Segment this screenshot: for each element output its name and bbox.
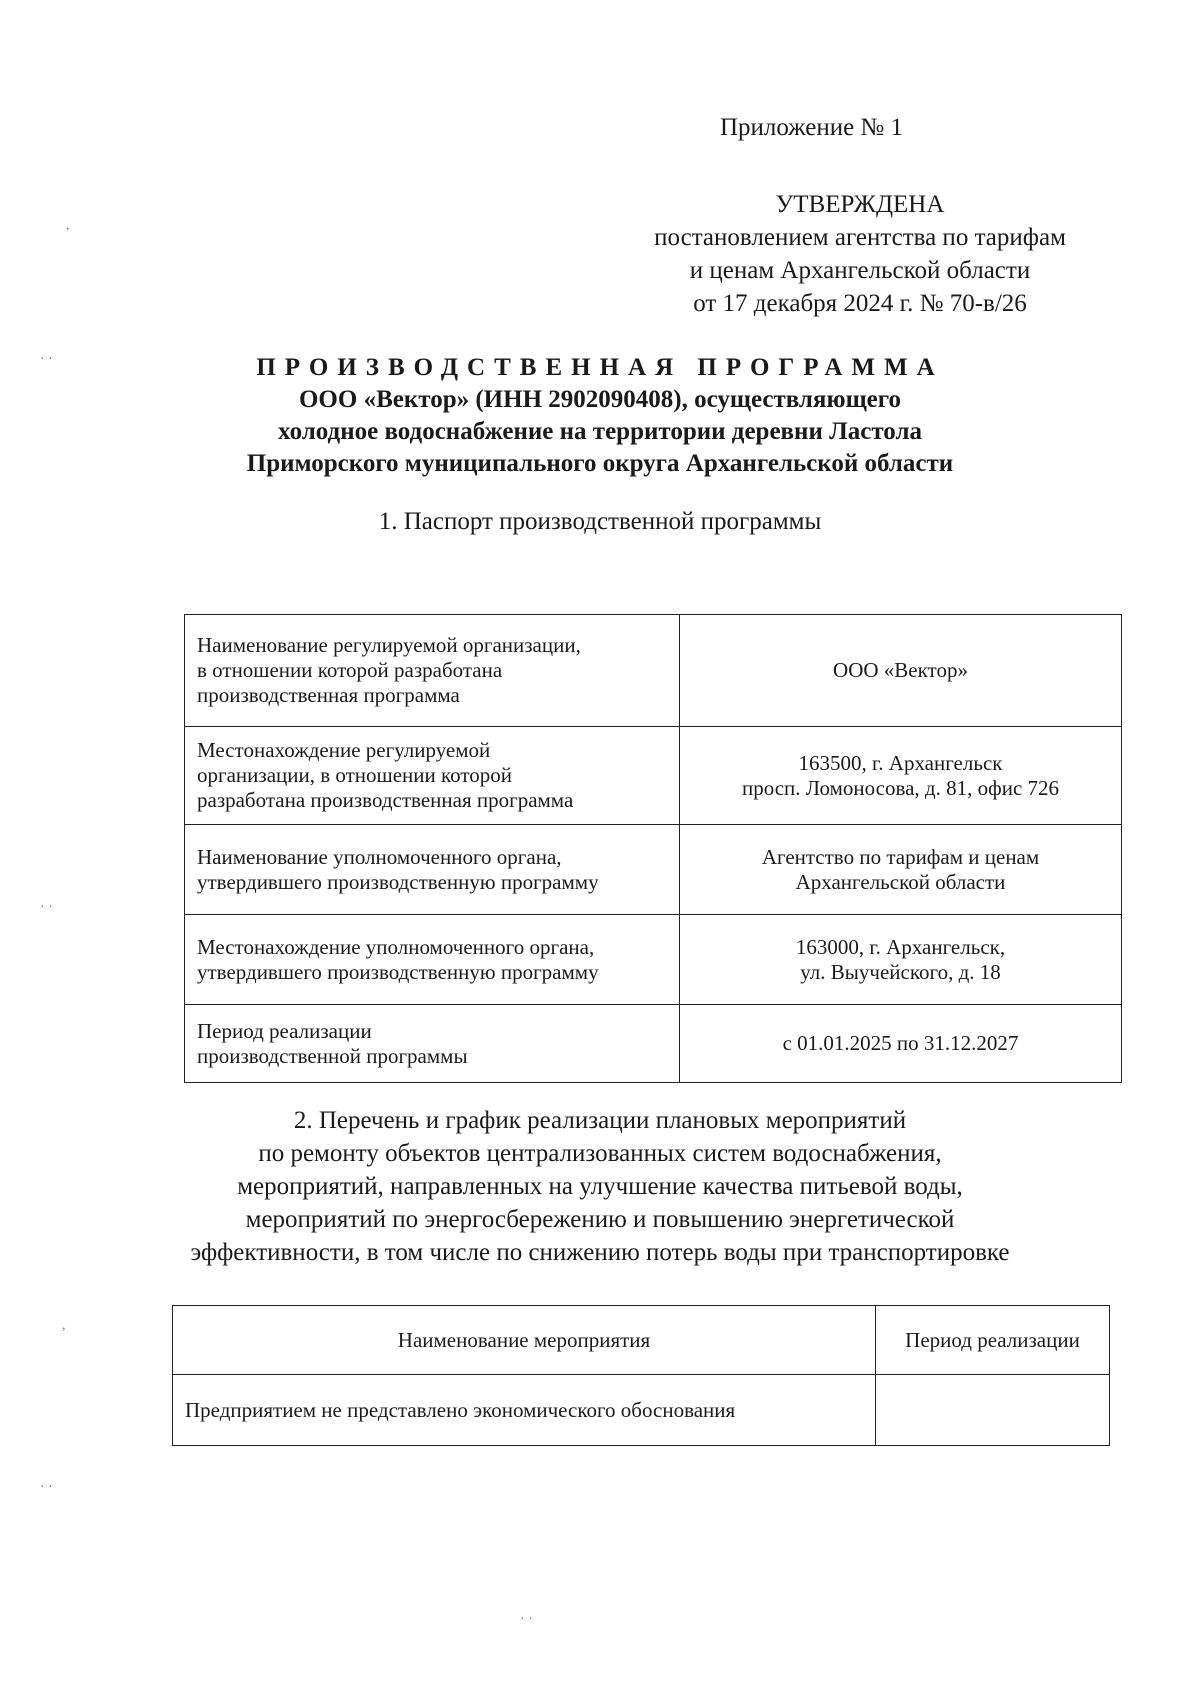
cell-line: Период реализации [197,1018,372,1043]
event-period-cell [876,1375,1110,1446]
cell-line: Архангельской области [795,869,1006,894]
scan-speck: · · [40,1480,53,1495]
passport-row [185,727,1122,825]
col-header-name: Наименование мероприятия [173,1306,876,1375]
approval-line-1: постановлением агентства по тарифам [654,224,1066,251]
passport-row [185,825,1122,915]
passport-row [185,915,1122,1005]
approval-line-2: и ценам Архангельской области [689,257,1031,284]
cell-line: производственной программы [197,1043,468,1068]
passport-label-cell [185,915,680,1005]
events-header-row [173,1306,1110,1375]
cell-line: 163000, г. Архангельск, [795,934,1006,959]
cell-line: с 01.01.2025 по 31.12.2027 [782,1031,1019,1055]
cell-line: Наименование регулируемой организации, [197,633,581,657]
cell-line: Агентство по тарифам и ценам [761,844,1040,869]
heading-line: мероприятий по энергосбережению и повышению энергетической [245,1206,955,1233]
heading-line: по ремонту объектов централизованных систем водоснабжения, [258,1140,942,1167]
passport-value-cell [680,1005,1122,1083]
approval-line-3: от 17 декабря 2024 г. № 70-в/26 [693,290,1027,317]
document-title [0,352,1200,480]
heading-line: 2. Перечень и график реализации плановых мероприятий [293,1107,907,1134]
title-line-1: ПРОИЗВОДСТВЕННАЯ ПРОГРАММА [256,354,944,381]
section-2-heading [0,1104,1200,1269]
heading-line: эффективности, в том числе по снижению потерь воды при транспортировке [190,1239,1010,1266]
cell-line: ул. Выучейского, д. 18 [800,959,1001,984]
title-line-2: ООО «Вектор» (ИНН 2902090408), осуществляющего [298,386,901,413]
cell-line: утвердившего производственную программу [197,959,599,984]
scan-speck: · · [520,1612,533,1627]
appendix-label: Приложение № 1 [720,114,904,141]
cell-line: в отношении которой разработана [197,658,503,682]
approved-label: УТВЕРЖДЕНА [775,191,945,218]
passport-value-cell [680,825,1122,915]
passport-value-cell [680,727,1122,825]
cell-line: организации, в отношении которой [197,763,512,787]
heading-line: мероприятий, направленных на улучшение качества питьевой воды, [237,1173,963,1200]
passport-row [185,615,1122,727]
scan-speck: · · [40,352,53,367]
title-line-4: Приморского муниципального округа Архангельской области [246,450,954,477]
events-table [172,1305,1110,1446]
title-line-3: холодное водоснабжение на территории деревни Ластола [278,418,922,445]
cell-line: Наименование уполномоченного органа, [197,844,562,869]
cell-line: Местонахождение регулируемой [197,738,491,762]
passport-label-cell [185,615,680,727]
cell-line: производственная программа [197,683,460,707]
passport-table [184,614,1122,1083]
passport-row [185,1005,1122,1083]
cell-line: ООО «Вектор» [833,658,968,682]
scan-speck: , [66,218,70,233]
event-name-cell: Предприятием не представлено экономического обоснования [173,1375,876,1446]
passport-value-cell [680,915,1122,1005]
passport-label-cell [185,727,680,825]
cell-line: разработана производственная программа [197,788,574,812]
passport-label-cell [185,825,680,915]
col-header-period: Период реализации [876,1306,1110,1375]
passport-value-cell [680,615,1122,727]
cell-line: Местонахождение уполномоченного органа, [197,934,595,959]
cell-line: просп. Ломоносова, д. 81, офис 726 [741,775,1060,800]
scan-speck: , [62,1318,66,1333]
section-1-heading: 1. Паспорт производственной программы [378,508,822,535]
cell-line: утвердившего производственную программу [197,869,599,894]
scan-speck: · · [40,900,53,915]
events-row [173,1375,1110,1446]
cell-line: 163500, г. Архангельск [798,750,1003,775]
passport-label-cell [185,1005,680,1083]
